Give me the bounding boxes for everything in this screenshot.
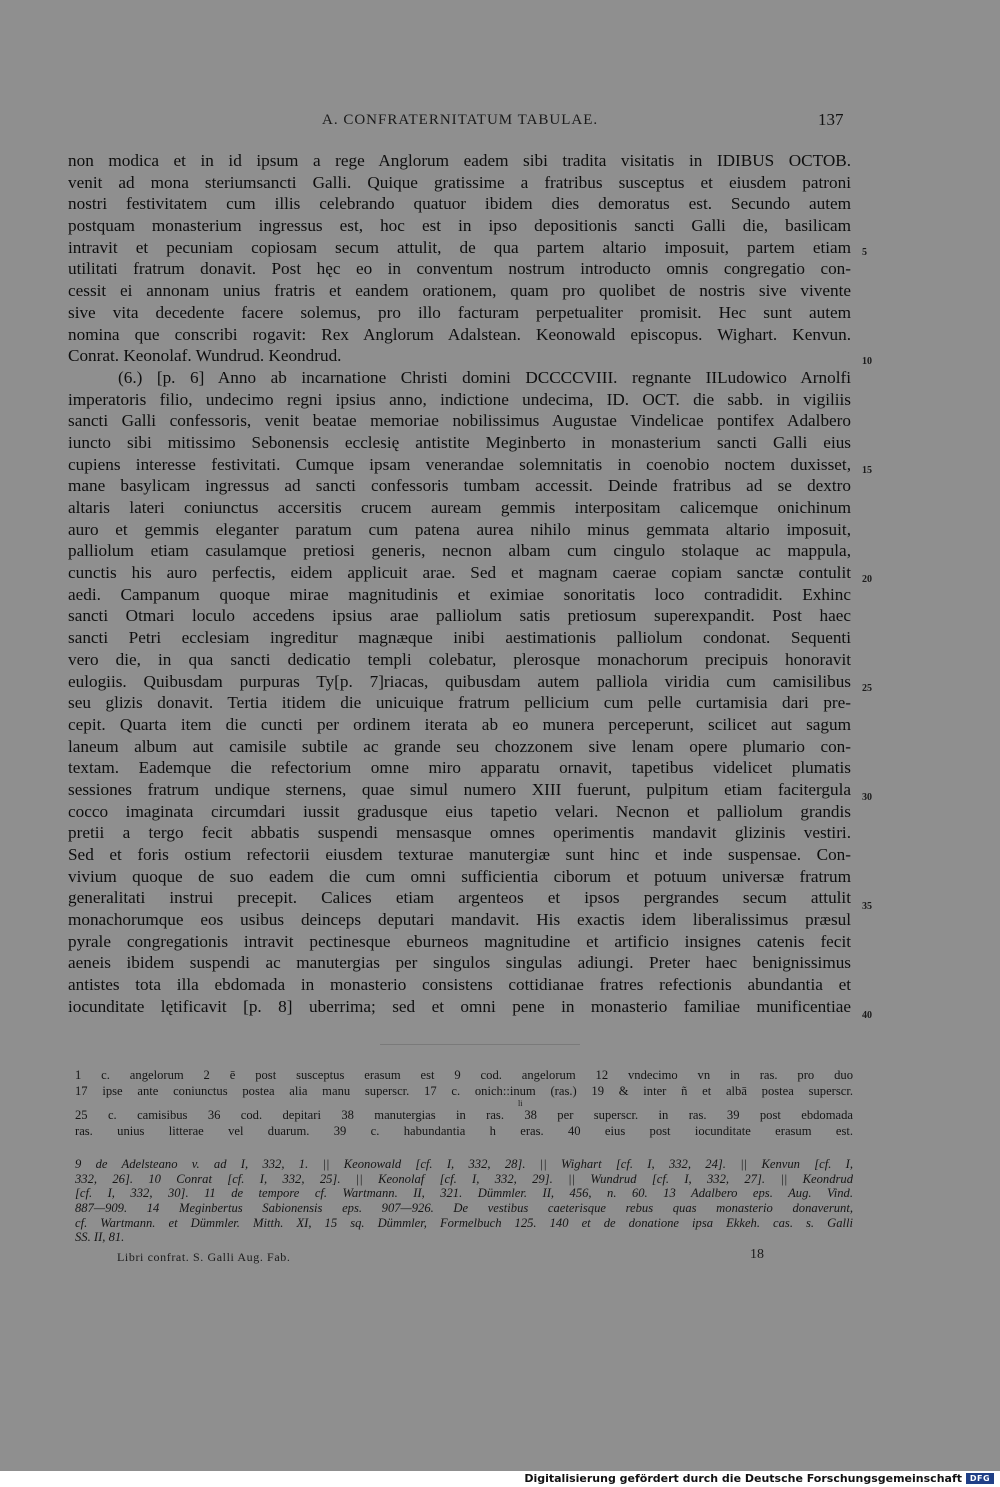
text-line: sancti Petri ecclesiam ingreditur magnæque inibi aestimationis palliolum condonat. Sequenti: [68, 628, 851, 648]
text-line: Sed et foris ostium refectorii eiusdem texturae manutergiæ sunt hinc et inde suspensae. Con-: [68, 845, 851, 864]
text-line: aeneis ibidem suspendi ac manutergias per singulos singulas adiungi. Preter haec benignissimus: [68, 953, 851, 973]
text-line: Conrat. Keonolaf. Wundrud. Keondrud.: [68, 346, 342, 366]
text-line: sessiones fratrum undique sternens, quae simul numero XIII fuerunt, pulpitum etiam facitergula: [68, 779, 851, 799]
text-line: mane basylicam ingressus ad sancti confessoris tumbam accessit. Deinde fratribus ad se dextro: [68, 476, 851, 496]
text-line: postquam monasterium ingressus est, hoc est in ipso depositionis sancti Galli die, basilicam: [68, 216, 851, 236]
text-line: antistes tota illa ebdomada in monasterio consistens cottidianae fratres refectionis abundantia et: [68, 975, 851, 995]
text-line: auro et gemmis eleganter paratum cum patena aurea nihilo minus gemmata altario imposuit,: [68, 519, 851, 539]
text-line: nostri festivitatem cum illis celebrando quatuor ibidem dies demoratus est. Secundo autem: [68, 194, 851, 214]
text-line: imperatoris filio, undecimo regni ipsius anno, indictione undecima, ID. OCT. die sabb. in vigiliis: [68, 389, 851, 409]
dfg-logo-icon[interactable]: DFG: [966, 1473, 994, 1484]
text-line: venit ad mona steriumsancti Galli. Quique gratissime a fratribus susceptus et eiusdem patroni: [68, 172, 851, 192]
line-number-margin: [862, 150, 892, 1030]
text-line: vivium quoque de suo eadem die cum omni sufficientia ciborum et potuum universæ fratrum: [68, 866, 851, 886]
text-line: iuncto sibi mitissimo Sebonensis ecclesię antistite Meginberto in monasterium sancti Galli eius: [68, 432, 851, 452]
text-line: seu glizis donavit. Tertia itidem die unicuique fratrum pellicium cum pelle curtamisia dari pre-: [68, 693, 851, 713]
page-header: [0, 112, 1000, 136]
text-line: monachorumque eos usibus deinceps deputari mandavit. His exactis idem liberalissimus præsul: [68, 910, 851, 930]
line-number: 20: [862, 574, 872, 585]
apparatus-line: ras. unius litterae vel duarum. 39 c. habundantia h eras. 40 eius post iocunditate erasum est.: [75, 1123, 853, 1138]
text-line: non modica et in id ipsum a rege Anglorum eadem sibi tradita visitatis in IDIBUS OCTOB.: [68, 151, 851, 170]
note-line: [cf. I, 332, 30]. 11 de tempore cf. Wartmann. II, 321. Dümmler. II, 456, n. 60. 13 Adalbero eps. Aug. Vind.: [75, 1186, 853, 1201]
text-line: vero die, in qua sancti dedicatio templi colebatur, plerosque monachorum precipuis honoravit: [68, 649, 851, 669]
digitization-credit-bar: [0, 1471, 1000, 1487]
text-line: utilitati fratrum donavit. Post hęc eo in conventum nostrum introducto omnis congregatio con-: [68, 259, 851, 279]
text-line: cepit. Quarta item die cuncti per ordinem iterata ab eo munera perceperunt, scilicet aut sagum: [68, 714, 851, 734]
apparatus-line: 1 c. angelorum 2 ē post susceptus erasum est 9 cod. angelorum 12 vndecimo vn in ras. pro duo: [75, 1068, 853, 1082]
line-number: 15: [862, 465, 872, 476]
text-line: cessit ei annonam unius fratris et eandem orationem, quam pro quolibet de nostris sive vivente: [68, 281, 851, 301]
text-line: cocco imaginata circumdari iussit gradusque eius tapetio velari. Necnon et palliolum grandis: [68, 801, 851, 821]
text-line: aedi. Campanum quoque mirae magnitudinis et eximiae sonoritatis loco contradidit. Exhinc: [68, 584, 851, 604]
text-line: sive vita decedente facere solemus, pro illo facturam perpetualiter promisit. Hec sunt autem: [68, 302, 851, 322]
historical-notes: [75, 1157, 853, 1245]
text-line: cunctis his auro perfectis, eidem applicuit arae. Sed et magnam caerae copiam sanctæ contulit: [68, 563, 851, 583]
line-number: 30: [862, 792, 872, 803]
text-line: nomina que conscribi rogavit: Rex Anglorum Adalstean. Keonowald episcopus. Wighart. Kenvun.: [68, 324, 851, 344]
signature-line: Libri confrat. S. Galli Aug. Fab.: [117, 1250, 291, 1264]
text-line: sancti Otmari loculo accedens ipsius arae palliolum satis pretiosum superexpandit. Post haec: [68, 606, 851, 626]
text-line: sancti Galli confessoris, venit beatae memoriae nobilissimus Augustae Vindelicae pontifex Adalbero: [68, 411, 851, 431]
text-line: pyrale congregationis intravit pectinesque eburneos magnitudine et artificio insignes catenis fecit: [68, 931, 851, 951]
credit-text: Digitalisierung gefördert durch die Deutsche Forschungsgemeinschaft: [524, 1472, 962, 1485]
page-number: 137: [818, 110, 844, 129]
text-line: palliolum etiam casulamque pretiosi generis, necnon albam cum cingulo stolaque ac mappula,: [68, 541, 851, 561]
note-line: SS. II, 81.: [75, 1230, 125, 1245]
line-number: 5: [862, 247, 867, 258]
running-head: A. CONFRATERNITATUM TABULAE.: [322, 112, 599, 128]
main-text: [68, 150, 851, 1018]
line-number: 25: [862, 683, 872, 694]
text-line: pretii a tergo fecit abbatis suspendi mensasque omnes operimentis mandavit glizinis vestiri.: [68, 823, 851, 843]
text-line: laneum album aut camisile subtile ac grande seu chozzonem sive lenam opere plumario con-: [68, 736, 851, 756]
text-line: eulogiis. Quibusdam purpuras Ty[p. 7]riacas, quibusdam autem palliola viridia cum camisilibus: [68, 671, 851, 691]
sheet-number: 18: [750, 1247, 764, 1262]
paragraph-start-line: (6.) [p. 6] Anno ab incarnatione Christi domini DCCCCVIII. regnante IILudowico Arnolfi: [118, 367, 851, 387]
text-line: altaris lateri coniunctus accersitis crucem auream gemmis interpositam calicemque onichinum: [68, 498, 851, 517]
text-line: iocunditate lętificavit [p. 8] uberrima; sed et omni pene in monasterio familiae munificentiae: [68, 996, 851, 1016]
line-number: 10: [862, 356, 872, 367]
text-line: cupiens interesse festivitati. Cumque ipsam venerandae solemnitatis in coenobio noctem duxisset,: [68, 454, 851, 474]
apparatus-superscript: li: [518, 1099, 523, 1108]
note-line: 9 de Adelsteano v. ad I, 332, 1. || Keonowald [cf. I, 332, 28]. || Wighart [cf. I, 332, 24]. || Kenvun [cf. I,: [75, 1157, 853, 1171]
text-line: intravit et pecuniam copiosam secum attulit, de qua partem altario imposuit, partem etiam: [68, 237, 851, 257]
text-line: generalitati instrui precepit. Calices etiam argenteos et ipsos pergrandes secum attulit: [68, 888, 851, 908]
text-line: textam. Eademque die refectorium omne miro apparatu ornavit, tapetibus videlicet plumatis: [68, 758, 851, 778]
apparatus-line: 25 c. camisibus 36 cod. depitari 38 manutergias in ras. 38 per superscr. in ras. 39 post ebdomada: [75, 1108, 853, 1122]
note-line: 887—909. 14 Meginbertus Sabionensis eps. 907—926. De vestibus caeterisque rebus quas monasterio donaverunt,: [75, 1201, 853, 1216]
apparatus-line: 17 ipse ante coniunctus postea alia manu superscr. 17 c. onich::inum (ras.) 19 & inter ñ et albā postea superscr.: [75, 1083, 853, 1098]
note-line: cf. Wartmann. et Dümmler. Mitth. XI, 15 sq. Dümmler, Formelbuch 125. 140 et de donatione ipsa Ekkeh. cas. s. Galli: [75, 1215, 853, 1230]
critical-apparatus: [75, 1068, 853, 1139]
line-number: 40: [862, 1010, 872, 1021]
footnote-divider: [380, 1044, 580, 1045]
line-number: 35: [862, 901, 872, 912]
note-line: 332, 26]. 10 Conrat [cf. I, 332, 25]. || Keonolaf [cf. I, 332, 29]. || Wundrud [cf. I, 332, 27]. || Keondrud: [75, 1171, 853, 1186]
